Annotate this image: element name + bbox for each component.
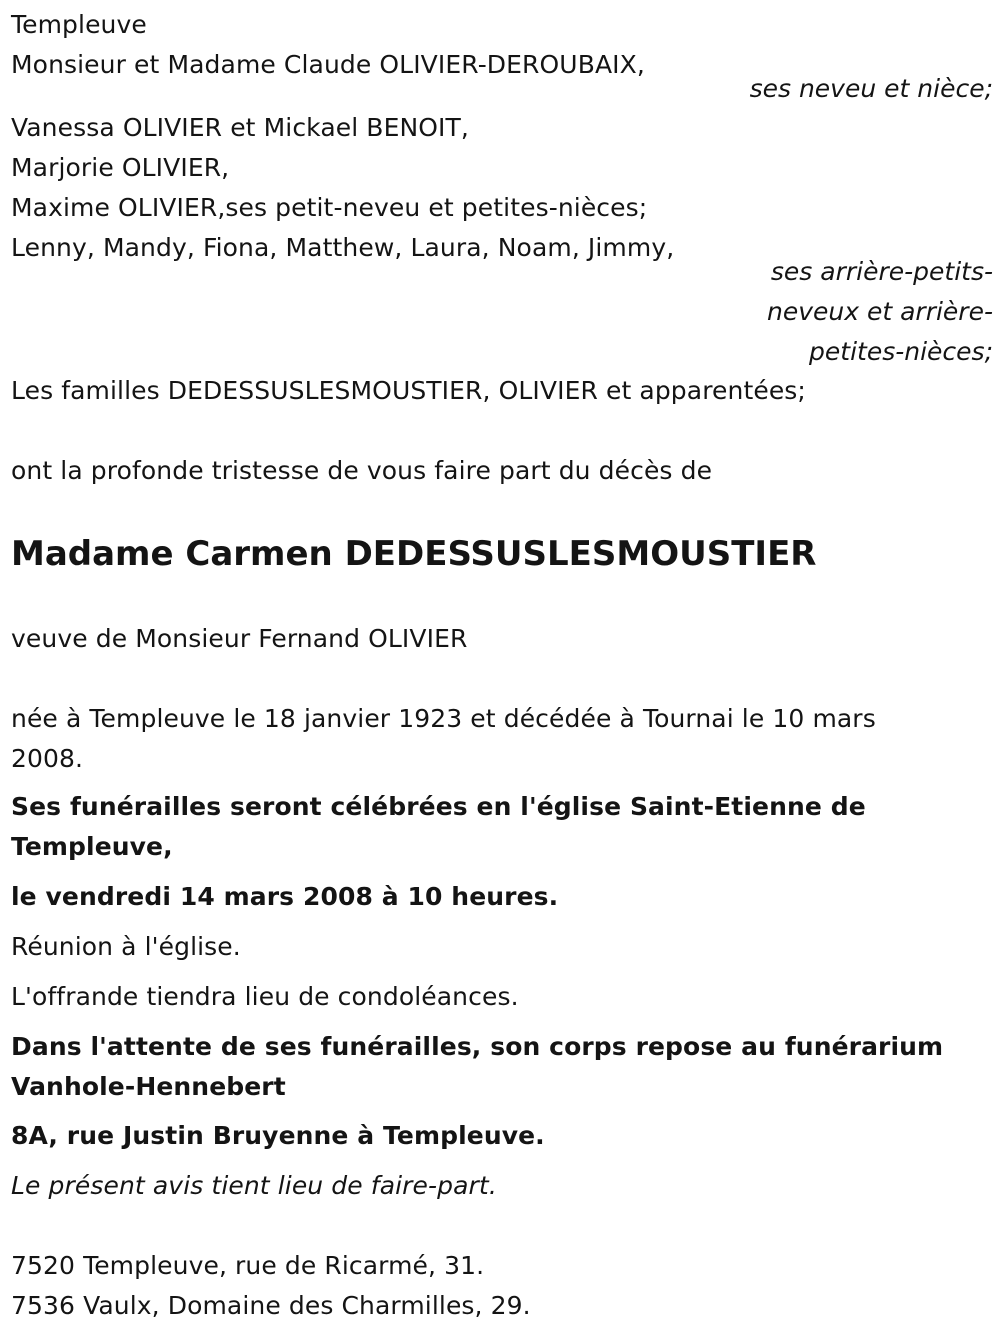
funeral-church-line-2: Templeuve, — [11, 832, 173, 861]
funerarium-line-1: Dans l'attente de ses funérailles, son corps repose au funérarium — [11, 1032, 944, 1061]
relation-great-b: neveux et arrière- — [766, 297, 993, 326]
deceased-name: Madame Carmen DEDESSUSLESMOUSTIER — [11, 534, 817, 574]
family-line-great-grandchildren: Lenny, Mandy, Fiona, Matthew, Laura, Noam, Jimmy, — [11, 233, 675, 262]
address-vaulx: 7536 Vaulx, Domaine des Charmilles, 29. — [11, 1291, 531, 1320]
widow-of: veuve de Monsieur Fernand OLIVIER — [11, 624, 468, 653]
relation-nephew-niece: ses neveu et nièce; — [749, 74, 993, 103]
family-line-vanessa: Vanessa OLIVIER et Mickael BENOIT, — [11, 113, 469, 142]
relation-great-c: petites-nièces; — [809, 337, 993, 366]
family-line-nephew-niece: Monsieur et Madame Claude OLIVIER-DEROUBAIX, — [11, 50, 645, 79]
funeral-date: le vendredi 14 mars 2008 à 10 heures. — [11, 882, 559, 911]
announcement-intro: ont la profonde tristesse de vous faire part du décès de — [11, 456, 713, 485]
town-label: Templeuve — [11, 10, 147, 39]
address-templeuve: 7520 Templeuve, rue de Ricarmé, 31. — [11, 1251, 485, 1280]
funeral-church-line-1: Ses funérailles seront célébrées en l'église Saint-Etienne de — [11, 792, 866, 821]
family-line-marjorie: Marjorie OLIVIER, — [11, 153, 230, 182]
notice-statement: Le présent avis tient lieu de faire-part. — [11, 1171, 497, 1200]
funerarium-address: 8A, rue Justin Bruyenne à Templeuve. — [11, 1121, 545, 1150]
relation-great-a: ses arrière-petits- — [770, 257, 993, 286]
funeral-meeting: Réunion à l'église. — [11, 932, 241, 961]
funerarium-line-2: Vanhole-Hennebert — [11, 1072, 286, 1101]
funeral-offering: L'offrande tiendra lieu de condoléances. — [11, 982, 519, 1011]
family-line-families: Les familles DEDESSUSLESMOUSTIER, OLIVIER et apparentées; — [11, 376, 806, 405]
birth-death-line-1: née à Templeuve le 18 janvier 1923 et décédée à Tournai le 10 mars — [11, 704, 876, 733]
family-line-maxime: Maxime OLIVIER,ses petit-neveu et petites-nièces; — [11, 193, 648, 222]
birth-death-line-2: 2008. — [11, 744, 84, 773]
